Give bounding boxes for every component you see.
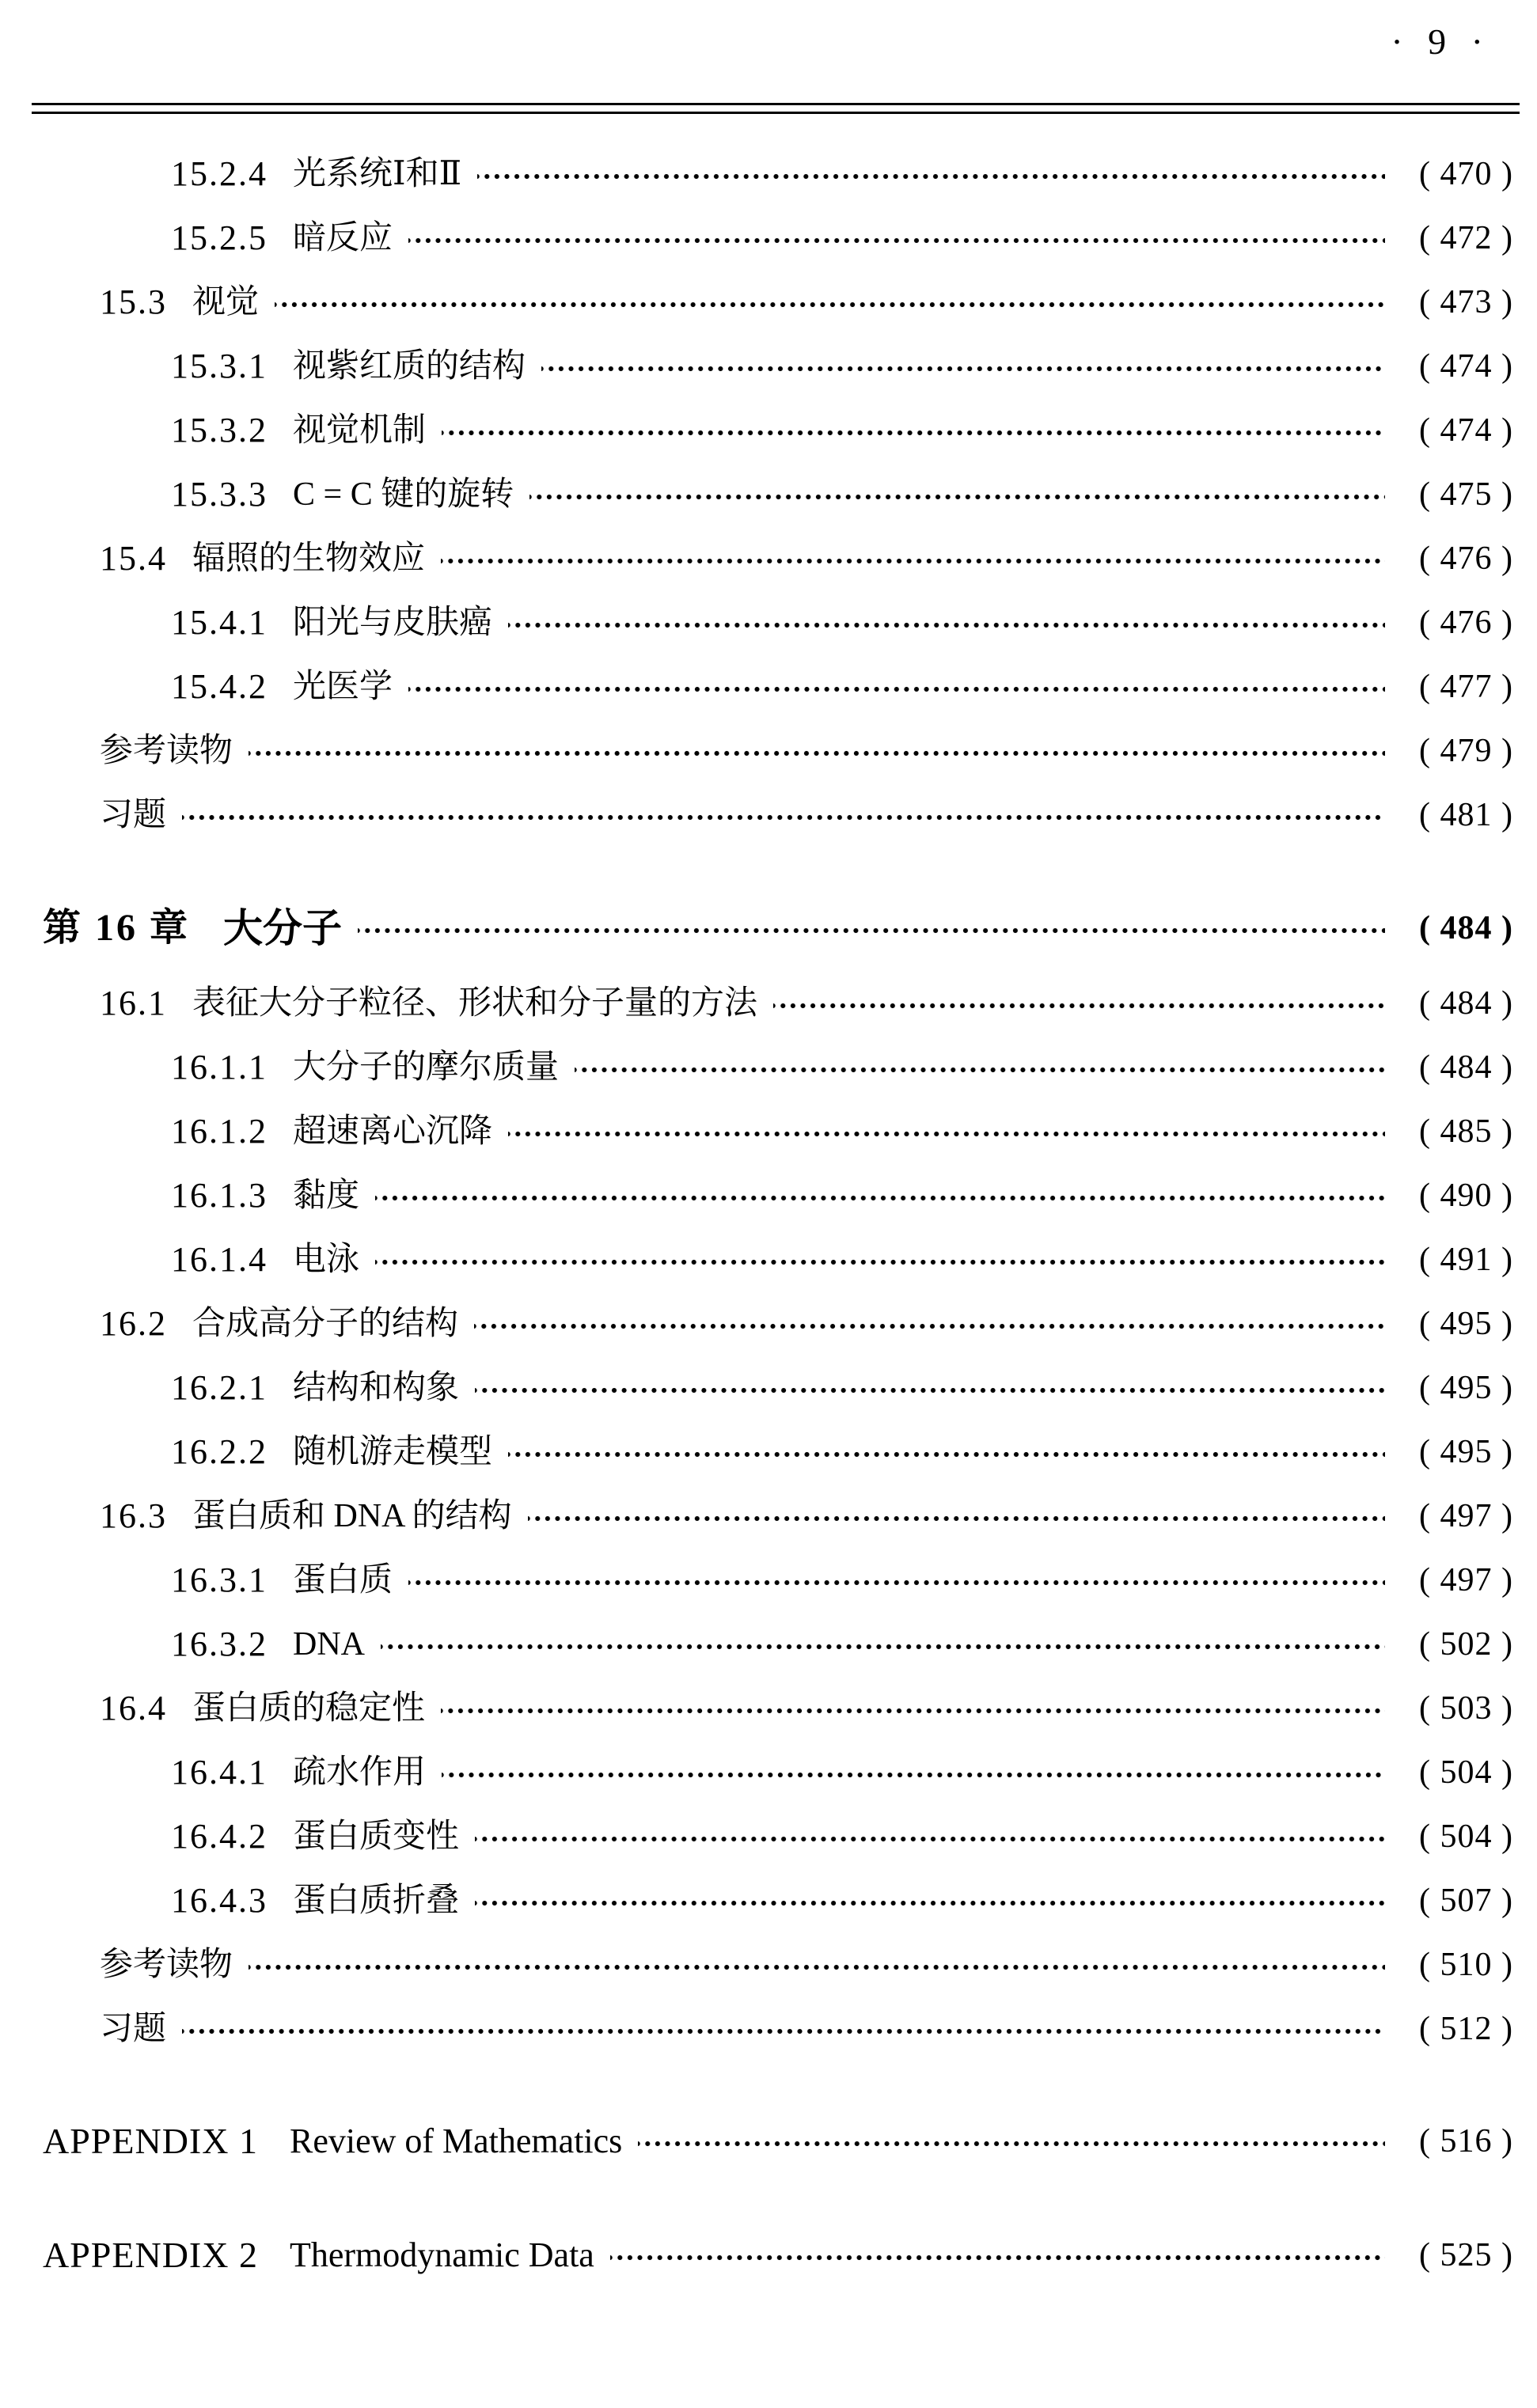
toc-entry — [43, 1109, 1513, 1154]
dot-leader — [375, 1238, 1385, 1282]
entry-number: 16.3.2 — [171, 1625, 268, 1663]
entry-page: ( 479 ) — [1419, 733, 1513, 769]
entry-title: C = C 键的旋转 — [293, 476, 514, 513]
entry-page: ( 512 ) — [1419, 2011, 1513, 2047]
dot-leader — [528, 1494, 1385, 1538]
dot-leader — [475, 1815, 1385, 1859]
toc-entry — [43, 904, 1513, 953]
dot-leader — [249, 1943, 1385, 1987]
entry-page: ( 503 ) — [1419, 1690, 1513, 1727]
entry-page: ( 484 ) — [1419, 1049, 1513, 1086]
dot-leader — [375, 1174, 1385, 1218]
toc-entry — [43, 1238, 1513, 1282]
entry-title: 疏水作用 — [293, 1754, 427, 1791]
toc-entry — [43, 2007, 1513, 2051]
dot-leader — [249, 729, 1385, 773]
entry-page: ( 516 ) — [1419, 2123, 1513, 2160]
entry-number: APPENDIX 2 — [43, 2235, 258, 2275]
dot-leader — [610, 2233, 1385, 2277]
entry-number: 第 16 章 — [43, 907, 191, 949]
entry-title: 随机游走模型 — [293, 1434, 493, 1470]
entry-title: 蛋白质和 DNA 的结构 — [192, 1498, 512, 1534]
entry-number: 16.4.3 — [171, 1881, 268, 1920]
entry-page: ( 497 ) — [1419, 1562, 1513, 1598]
entry-title: 结构和构象 — [293, 1370, 460, 1406]
toc-entry — [43, 1879, 1513, 1923]
entry-title: 合成高分子的结构 — [192, 1306, 459, 1342]
dot-leader — [408, 1558, 1385, 1602]
entry-number: 15.4 — [100, 539, 167, 578]
entry-title: 参考读物 — [100, 1947, 233, 1983]
dot-leader — [441, 537, 1385, 581]
entry-title: 视紫红质的结构 — [293, 348, 526, 385]
entry-title: 黏度 — [293, 1177, 360, 1214]
dot-leader — [541, 344, 1385, 389]
entry-page: ( 476 ) — [1419, 605, 1513, 641]
dot-leader — [529, 472, 1385, 517]
entry-number: 16.2.2 — [171, 1432, 268, 1471]
entry-title: 表征大分子粒径、形状和分子量的方法 — [192, 985, 758, 1022]
entry-title: 蛋白质的稳定性 — [192, 1690, 426, 1727]
entry-title: 蛋白质变性 — [293, 1818, 460, 1855]
dot-leader — [475, 1879, 1385, 1923]
entry-title: 习题 — [100, 2011, 167, 2047]
entry-title: 视觉 — [192, 284, 260, 320]
entry-page: ( 484 ) — [1419, 985, 1513, 1022]
dot-leader — [182, 2007, 1385, 2051]
entry-page: ( 477 ) — [1419, 669, 1513, 705]
dot-leader — [182, 793, 1385, 837]
toc-entry — [43, 1045, 1513, 1090]
entry-number: 15.3.3 — [171, 475, 268, 514]
toc-entry — [43, 1622, 1513, 1667]
entry-number: 15.3 — [100, 283, 167, 321]
entry-title: DNA — [293, 1626, 365, 1663]
dot-leader — [508, 601, 1385, 645]
entry-page: ( 504 ) — [1419, 1818, 1513, 1855]
toc-entry — [43, 1943, 1513, 1987]
entry-title: 超速离心沉降 — [293, 1113, 493, 1150]
entry-number: 15.3.1 — [171, 347, 268, 385]
entry-number: 16.2 — [100, 1304, 167, 1343]
entry-number: 15.4.1 — [171, 603, 268, 642]
entry-page: ( 504 ) — [1419, 1754, 1513, 1791]
entry-page: ( 473 ) — [1419, 284, 1513, 320]
entry-page: ( 481 ) — [1419, 797, 1513, 833]
entry-title: 大分子的摩尔质量 — [293, 1049, 560, 1086]
entry-title: 蛋白质折叠 — [293, 1883, 460, 1919]
entry-number: 16.1 — [100, 984, 167, 1022]
entry-title: 光医学 — [293, 669, 393, 705]
entry-page: ( 495 ) — [1419, 1370, 1513, 1406]
toc-entry — [43, 280, 1513, 324]
dot-leader — [381, 1622, 1385, 1667]
dot-leader — [575, 1045, 1385, 1090]
entry-number: 15.4.2 — [171, 667, 268, 706]
entry-page: ( 497 ) — [1419, 1498, 1513, 1534]
toc-entry — [43, 1558, 1513, 1602]
toc-entry — [43, 2118, 1513, 2165]
dot-leader — [358, 906, 1385, 950]
toc-entry — [43, 344, 1513, 389]
entry-page: ( 470 ) — [1419, 156, 1513, 192]
dot-leader — [474, 1302, 1385, 1346]
entry-number: 15.3.2 — [171, 411, 268, 449]
entry-number: APPENDIX 1 — [43, 2121, 258, 2161]
entry-number: 16.4.2 — [171, 1817, 268, 1856]
entry-title: 参考读物 — [100, 733, 233, 769]
entry-title: 光系统Ⅰ和Ⅱ — [293, 156, 462, 192]
toc-entry — [43, 216, 1513, 260]
toc-entry — [43, 1430, 1513, 1474]
entry-number: 16.2.1 — [171, 1368, 268, 1407]
toc-list — [43, 152, 1513, 2299]
entry-title: 视觉机制 — [293, 412, 427, 449]
toc-entry — [43, 793, 1513, 837]
toc-entry — [43, 601, 1513, 645]
entry-number: 16.1.2 — [171, 1112, 268, 1151]
entry-title: 蛋白质 — [293, 1562, 393, 1598]
entry-page: ( 475 ) — [1419, 476, 1513, 513]
entry-page: ( 502 ) — [1419, 1626, 1513, 1663]
entry-title: 暗反应 — [293, 220, 393, 256]
entry-page: ( 510 ) — [1419, 1947, 1513, 1983]
dot-leader — [442, 1750, 1385, 1795]
dot-leader — [477, 152, 1385, 196]
entry-page: ( 507 ) — [1419, 1883, 1513, 1919]
page-number: · 9 · — [1391, 21, 1491, 62]
entry-page: ( 474 ) — [1419, 348, 1513, 385]
toc-entry — [43, 408, 1513, 453]
toc-entry — [43, 729, 1513, 773]
toc-entry — [43, 537, 1513, 581]
header-rule — [32, 103, 1520, 114]
toc-entry — [43, 1815, 1513, 1859]
entry-number: 15.2.4 — [171, 154, 268, 193]
entry-number: 16.4 — [100, 1689, 167, 1727]
entry-page: ( 476 ) — [1419, 540, 1513, 577]
dot-leader — [408, 216, 1385, 260]
dot-leader — [475, 1366, 1385, 1410]
entry-page: ( 495 ) — [1419, 1434, 1513, 1470]
entry-number: 16.1.3 — [171, 1176, 268, 1215]
toc-entry — [43, 1494, 1513, 1538]
toc-entry — [43, 1302, 1513, 1346]
dot-leader — [442, 408, 1385, 453]
dot-leader — [638, 2119, 1385, 2163]
entry-title: Thermodynamic Data — [289, 2235, 594, 2274]
entry-page: ( 495 ) — [1419, 1306, 1513, 1342]
toc-entry — [43, 1750, 1513, 1795]
dot-leader — [508, 1109, 1385, 1154]
entry-page: ( 472 ) — [1419, 220, 1513, 256]
entry-title: 习题 — [100, 797, 167, 833]
entry-title: 阳光与皮肤癌 — [293, 605, 493, 641]
toc-entry — [43, 472, 1513, 517]
toc-entry — [43, 1174, 1513, 1218]
entry-page: ( 474 ) — [1419, 412, 1513, 449]
entry-title: Review of Mathematics — [289, 2122, 623, 2160]
entry-page: ( 485 ) — [1419, 1113, 1513, 1150]
toc-entry — [43, 665, 1513, 709]
entry-title: 电泳 — [293, 1242, 360, 1278]
dot-leader — [773, 981, 1385, 1026]
entry-number: 16.3.1 — [171, 1560, 268, 1599]
dot-leader — [441, 1686, 1385, 1731]
entry-title: 辐照的生物效应 — [192, 540, 426, 577]
dot-leader — [275, 280, 1385, 324]
dot-leader — [508, 1430, 1385, 1474]
entry-page: ( 491 ) — [1419, 1242, 1513, 1278]
entry-page: ( 484 ) — [1419, 910, 1513, 946]
toc-entry — [43, 981, 1513, 1026]
toc-entry — [43, 2232, 1513, 2279]
dot-leader — [408, 665, 1385, 709]
entry-number: 15.2.5 — [171, 218, 268, 257]
entry-page: ( 490 ) — [1419, 1177, 1513, 1214]
toc-entry — [43, 1686, 1513, 1731]
entry-title: 大分子 — [223, 906, 343, 950]
toc-entry — [43, 152, 1513, 196]
entry-number: 16.4.1 — [171, 1753, 268, 1792]
entry-number: 16.3 — [100, 1496, 167, 1535]
entry-number: 16.1.4 — [171, 1240, 268, 1279]
entry-number: 16.1.1 — [171, 1048, 268, 1086]
entry-page: ( 525 ) — [1419, 2237, 1513, 2273]
toc-entry — [43, 1366, 1513, 1410]
